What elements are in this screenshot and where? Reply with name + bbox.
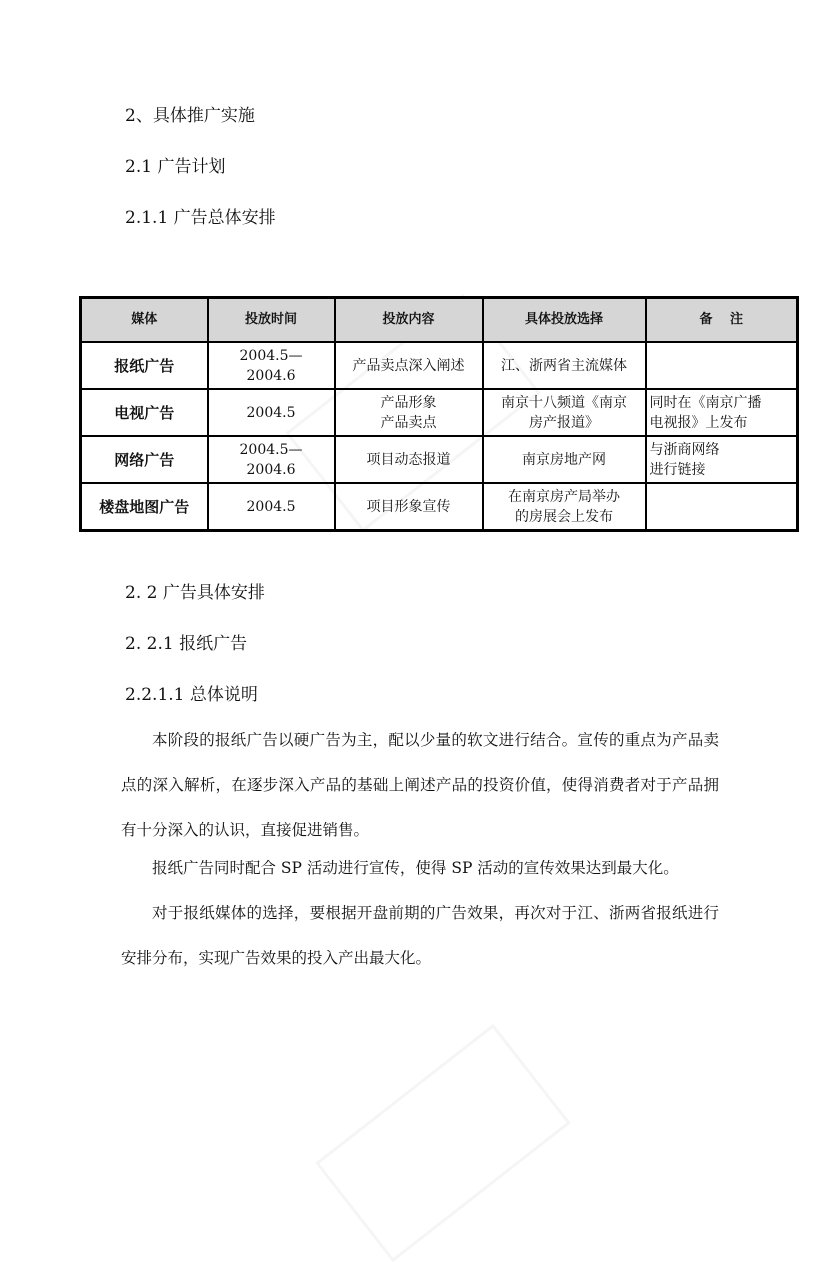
cell-line: 2004.6 xyxy=(246,461,296,478)
cell-choice xyxy=(483,436,646,483)
cell-note xyxy=(646,342,798,389)
cell-time xyxy=(208,342,335,389)
cell-line: 同时在《南京广播 xyxy=(649,394,762,411)
section-heading-2-2: 2. 2 广告具体安排 xyxy=(125,583,265,603)
section-heading-2-1-1: 2.1.1 广告总体安排 xyxy=(125,208,276,228)
cell-time xyxy=(208,483,335,531)
cell-line: 南京房地产网 xyxy=(522,451,606,468)
cell-choice xyxy=(483,483,646,531)
header-time: 投放时间 xyxy=(208,298,335,343)
cell-content xyxy=(335,342,483,389)
table-header-row xyxy=(81,298,798,343)
cell-choice xyxy=(483,342,646,389)
cell-line: 南京十八频道《南京 xyxy=(501,394,627,411)
cell-line: 江、浙两省主流媒体 xyxy=(501,357,627,374)
table-row xyxy=(81,389,798,436)
header-note: 备 注 xyxy=(646,298,798,343)
cell-time xyxy=(208,389,335,436)
watermark-stamp xyxy=(315,1024,571,1262)
header-choice: 具体投放选择 xyxy=(483,298,646,343)
cell-line: 2004.5 xyxy=(246,404,296,421)
cell-line: 2004.5— xyxy=(239,441,303,458)
section-heading-2: 2、具体推广实施 xyxy=(125,106,255,126)
cell-choice xyxy=(483,389,646,436)
cell-time xyxy=(208,436,335,483)
cell-note xyxy=(646,483,798,531)
cell-line: 项目形象宣传 xyxy=(366,498,451,515)
cell-line: 2004.6 xyxy=(246,367,296,384)
ad-plan-table xyxy=(79,296,799,532)
cell-note xyxy=(646,389,798,436)
cell-media: 电视广告 xyxy=(81,389,208,436)
paragraph-sp-activity: 报纸广告同时配合 SP 活动进行宣传，使得 SP 活动的宣传效果达到最大化。 xyxy=(152,859,679,877)
cell-line: 2004.5 xyxy=(246,498,296,515)
header-content: 投放内容 xyxy=(335,298,483,343)
paragraph-media-selection: 对于报纸媒体的选择，要根据开盘前期的广告效果，再次对于江、浙两省报纸进行安排分布，实现广告效果的投入产出最大化。 xyxy=(121,904,719,967)
cell-line: 产品形象 xyxy=(380,394,437,411)
paragraph-overview: 本阶段的报纸广告以硬广告为主，配以少量的软文进行结合。宣传的重点为产品卖点的深入解析，在逐步深入产品的基础上阐述产品的投资价值，使得消费者对于产品拥有十分深入的认识，直接促进销售。 xyxy=(121,731,719,839)
table-row xyxy=(81,483,798,531)
cell-line: 进行链接 xyxy=(649,461,706,478)
section-heading-2-2-1: 2. 2.1 报纸广告 xyxy=(125,634,248,654)
cell-line: 房产报道》 xyxy=(529,414,599,431)
table-row xyxy=(81,342,798,389)
table-row xyxy=(81,436,798,483)
cell-line: 项目动态报道 xyxy=(366,451,451,468)
cell-note xyxy=(646,436,798,483)
cell-line: 产品卖点深入阐述 xyxy=(352,357,465,374)
cell-content xyxy=(335,389,483,436)
cell-line: 2004.5— xyxy=(239,347,303,364)
cell-content xyxy=(335,436,483,483)
cell-line: 的房展会上发布 xyxy=(515,508,613,525)
header-media: 媒体 xyxy=(81,298,208,343)
cell-media: 楼盘地图广告 xyxy=(81,483,208,531)
cell-line: 在南京房产局举办 xyxy=(508,488,620,505)
cell-line: 电视报》上发布 xyxy=(649,414,748,431)
cell-content xyxy=(335,483,483,531)
cell-media: 报纸广告 xyxy=(81,342,208,389)
cell-line: 与浙商网络 xyxy=(649,441,720,458)
section-heading-2-2-1-1: 2.2.1.1 总体说明 xyxy=(125,685,258,705)
cell-line: 产品卖点 xyxy=(380,414,437,431)
cell-media: 网络广告 xyxy=(81,436,208,483)
section-heading-2-1: 2.1 广告计划 xyxy=(125,157,226,177)
